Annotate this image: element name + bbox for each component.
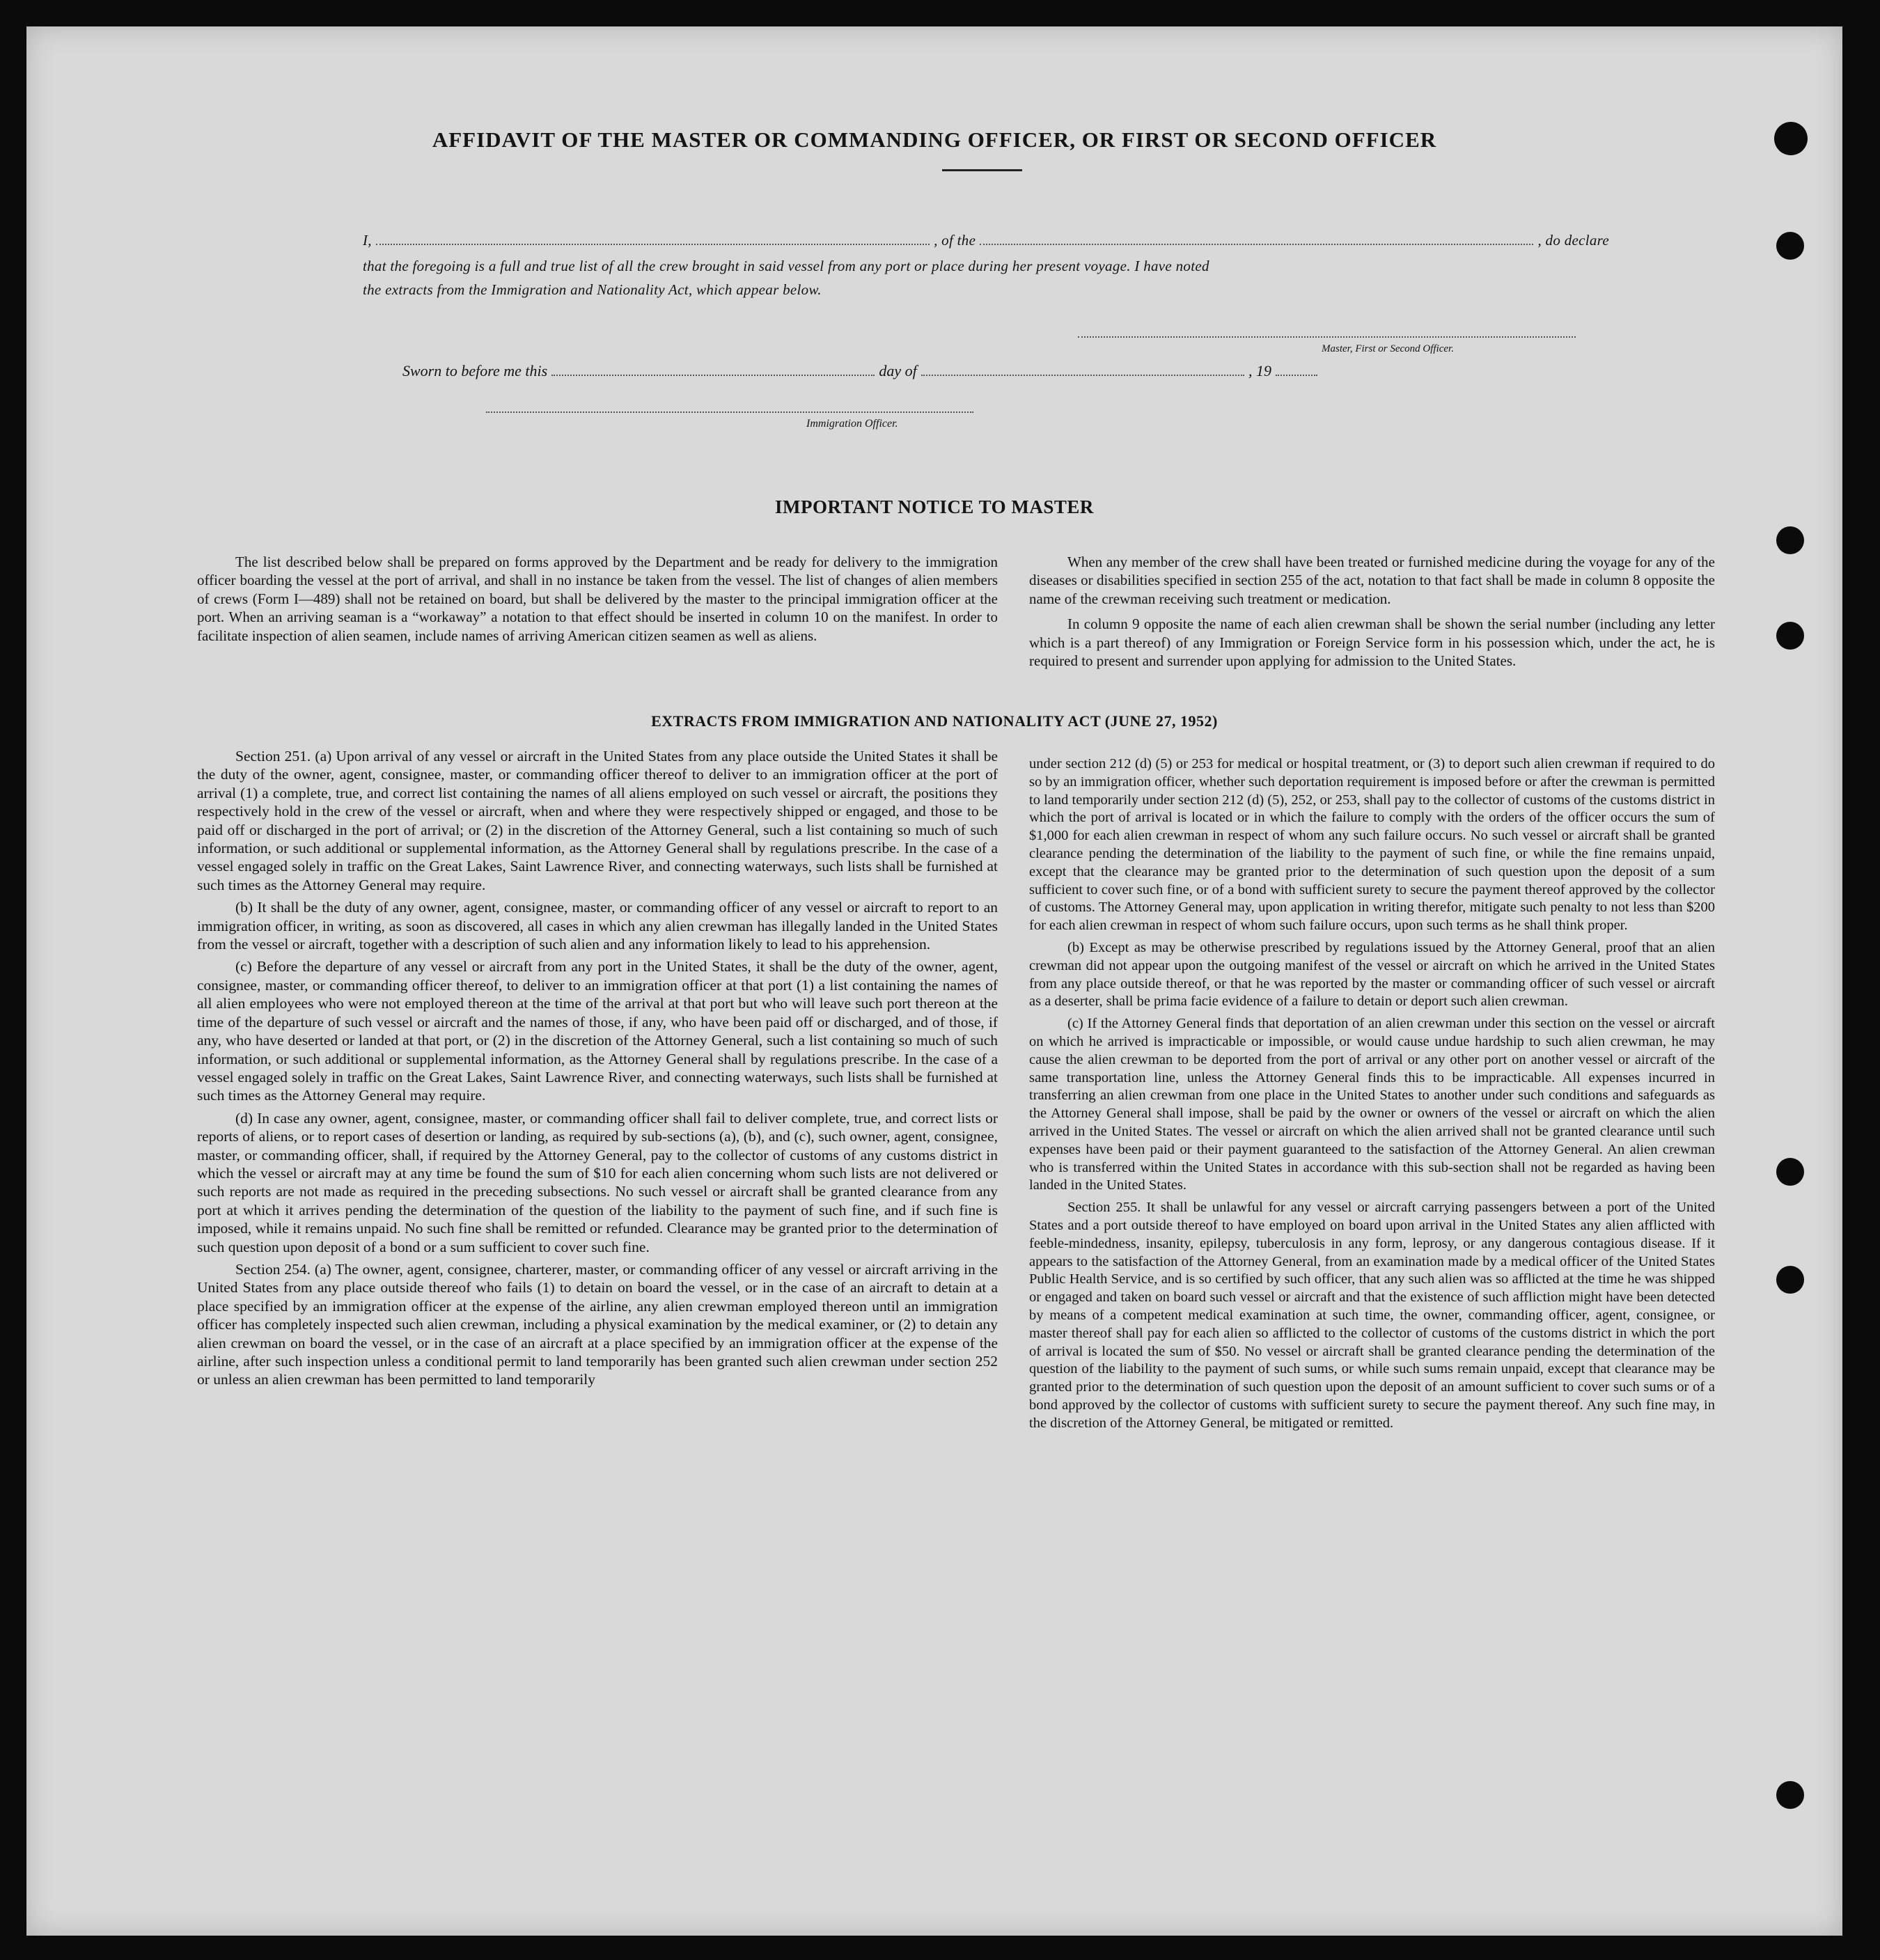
immigration-officer-label: Immigration Officer. (806, 418, 898, 430)
section-251-b: (b) It shall be the duty of any owner, agent, consignee, master, or commanding officer of any vessel or aircraft to report to an immigration officer, in writing, as soon as discovered, all cases in which any alien crewman has illegally landed in the United States from the vessel or aircraft, together with a description of such alien and any information likely to lead to his apprehension. (197, 899, 998, 953)
section-255: Section 255. It shall be unlawful for any vessel or aircraft carrying passengers between a port of the United States and a port outside thereof to have employed on board upon arrival in the United States any alien afflicted with feeble-mindedness, insanity, epilepsy, tuberculosis in any form, leprosy, or any dangerous contagious disease. If it appears to the satisfaction of the Attorney General, from an examination made by a medical officer of the United States Public Health Service, and is so certified by such officer, that any such alien was so afflicted at the time he was shipped or engaged and taken on board such vessel or aircraft and that the existence of such affliction might have been detected by means of a competent medical examination at such time, the owner, commanding officer, agent, consignee, or master thereof shall pay for each alien so afflicted to the collector of customs of the customs district in which the port of arrival is located the sum of $50. No vessel or aircraft shall be granted clearance pending the determination of the question of the liability to the payment of such sums, or while such sums remain unpaid, except that clearance may be granted prior to the determination of such question upon the deposit of an amount sufficient to cover such sums or of a bond approved by the collector of customs with sufficient surety to secure the payment thereof. Any such fine may, in the discretion of the Attorney General, be mitigated or remitted. (1029, 1200, 1715, 1431)
master-signature-line[interactable] (1078, 336, 1576, 338)
extracts-right-column (1029, 755, 1715, 1436)
title-divider (942, 169, 1022, 171)
affidavit-title: AFFIDAVIT OF THE MASTER OR COMMANDING OFFICER, OR FIRST OR SECOND OFFICER (432, 127, 1437, 152)
immigration-officer-signature-line[interactable] (486, 411, 973, 413)
master-signature-label: Master, First or Second Officer. (1322, 343, 1454, 354)
section-254-b: (b) Except as may be otherwise prescribed by regulations issued by the Attorney General, proof that an alien crewman did not appear upon the outgoing manifest of the vessel or aircraft on which he arrived in the United States from any place outside thereof, or that he was reported by the master or commanding officer of such vessel or aircraft as a deserter, shall be prima facie evidence of a failure to detain or deport such alien crewman. (1029, 939, 1715, 1010)
punch-hole (1776, 622, 1804, 650)
section-254-a: Section 254. (a) The owner, agent, consignee, charterer, master, or commanding officer of any vessel or aircraft arriving in the United States from any place outside thereof who fails (1) to detain on board the vessel, or in the case of an aircraft to detain at a place specified by an immigration officer at the expense of the airline, any alien crewman employed thereon until an immigration officer has completely inspected such alien crewman, including a physical examination by the medical examiner, or (2) to detain any alien crewman on board the vessel, or in the case of an aircraft at a place specified by an immigration officer at the expense of the airline, after such inspection unless a conditional permit to land temporarily has been granted such alien crewman under section 252 or unless an alien crewman has been permitted to land temporarily (197, 1260, 998, 1388)
declaration-text-cont: the extracts from the Immigration and Nationality Act, which appear below. (363, 281, 822, 298)
notice-paragraph: When any member of the crew shall have been treated or furnished medicine during the voyage for any of the diseases or disabilities specified in section 255 of the act, notation to that fact shall be made in column 8 opposite the name of the crewman receiving such treatment or medication. (1029, 554, 1715, 607)
declaration-of-the: , of the (934, 232, 976, 249)
section-254-a-cont: under section 212 (d) (5) or 253 for medical or hospital treatment, or (3) to deport such alien crewman if required to do so by an immigration officer, whether such deportation requirement is imposed before or after the crewman is permitted to land temporarily under section 212 (d) (5), 252, or 253, shall pay to the collector of customs of the customs district in which the port of arrival is located or in which the failure to comply with the orders of the officer occurs the sum of $1,000 for each alien crewman in respect of whom any such failure occurs. No such vessel or aircraft shall be granted clearance pending the determination of the liability to the payment of such fine, or while the fine remains unpaid, except that the clearance may be granted prior to the determination of such question upon the deposit of a sum sufficient to cover such fine, or of a bond with sufficient surety to secure the payment thereof approved by the collector of customs. The Attorney General may, upon application in writing therefor, mitigate such penalty to not less than $200 for each alien crewman in respect of whom such failure occurs, upon such terms as he shall think proper. (1029, 756, 1715, 934)
declaration-i: I, (363, 232, 372, 249)
extracts-title: EXTRACTS FROM IMMIGRATION AND NATIONALITY ACT (JUNE 27, 1952) (651, 712, 1218, 730)
section-251-a: Section 251. (a) Upon arrival of any vessel or aircraft in the United States from any place outside the United States it shall be the duty of the owner, agent, consignee, master, or commanding officer thereof to deliver to an immigration officer at the port of arrival (1) a complete, true, and correct list containing the names of all aliens employed on such vessel or aircraft, the positions they respectively hold in the crew of the vessel or aircraft, when and where they were respectively shipped or engaged, and those to be paid off or discharged in the port of arrival; or (2) in the discretion of the Attorney General, such a list containing so much of such information, or such additional or supplemental information, as the Attorney General shall by regulations prescribe. In the case of a vessel engaged solely in traffic on the Great Lakes, Saint Lawrence River, and connecting waterways, such lists shall be furnished at such times as the Attorney General may require. (197, 748, 998, 893)
declaration-line (363, 228, 1609, 252)
sworn-day-blank[interactable] (551, 363, 875, 376)
day-of-text: day of (879, 362, 917, 379)
sworn-text: Sworn to before me this (402, 362, 548, 379)
sworn-year-blank[interactable] (1276, 363, 1317, 376)
notice-paragraph: In column 9 opposite the name of each alien crewman shall be shown the serial number (including any letter which is a part thereof) of any Immigration or Foreign Service form in his possession which, under the act, he is required to present and surrender upon applying for admission to the United States. (1029, 616, 1715, 670)
notice-right-column (1029, 553, 1715, 677)
punch-hole (1776, 232, 1804, 260)
document-page (26, 26, 1842, 1936)
extracts-left-column (197, 747, 998, 1393)
punch-hole (1776, 1781, 1804, 1809)
name-blank[interactable] (376, 231, 930, 245)
notice-left-column (197, 553, 998, 652)
punch-hole (1776, 526, 1804, 554)
section-251-d: (d) In case any owner, agent, consignee, master, or commanding officer shall fail to deliver complete, true, and correct lists or reports of aliens, or to report cases of desertion or landing, as required by sub-sections (a), (b), and (c), such owner, agent, consignee, master, or commanding officer, shall, if required by the Attorney General, pay to the collector of customs of any customs district in which the vessel or aircraft may at any time be found the sum of $10 for each alien concerning whom such lists are not delivered or such reports are not made as required in the preceding subsections. No such vessel or aircraft shall be granted clearance from any port at which it arrives pending the determination of the question of the liability to the payment of such fine, and if such fine is imposed, while it remains unpaid. No such fine shall be remitted or refunded. Clearance may be granted prior to the determination of such question upon deposit of a bond or a sum sufficient to cover such fine. (197, 1109, 998, 1255)
punch-hole (1776, 1266, 1804, 1294)
year-prefix: , 19 (1248, 362, 1272, 379)
punch-hole (1776, 1158, 1804, 1186)
notice-paragraph: The list described below shall be prepared on forms approved by the Department and be ready for delivery to the immigration officer boarding the vessel at the port of arrival, and shall in no instance be taken from the vessel. The list of changes of alien members of crews (Form I—489) shall not be retained on board, but shall be delivered by the master to the principal immigration officer at the port. When an arriving seaman is a “workaway” a notation to that effect should be inserted in column 10 on the manifest. In order to facilitate inspection of alien seamen, include names of arriving American citizen seamen as well as aliens. (197, 554, 998, 644)
declaration-text: that the foregoing is a full and true list of all the crew brought in said vessel from any port or place during her present voyage. I have noted (363, 258, 1209, 274)
declaration-do-declare: , do declare (1537, 232, 1609, 249)
section-254-c: (c) If the Attorney General finds that deportation of an alien crewman under this section on the vessel or aircraft on which he arrived is impracticable or impossible, or would cause undue hardship to such alien crewman, he may cause the alien crewman to be deported from the port of arrival or any other port on another vessel or aircraft of the same transportation line, unless the Attorney General finds this to be impracticable. All expenses incurred in transferring an alien crewman from one place in the United States to another under such conditions and safeguards as the Attorney General shall impose, shall be paid by the owner or owners of the vessel or aircraft on which the alien arrived in the United States. The vessel or aircraft on which the alien arrived shall not be granted clearance until such expenses have been paid or their payment guaranteed to the satisfaction of the Attorney General. An alien crewman who is transferred within the United States in accordance with this sub-section shall not be regarded as having been landed in the United States. (1029, 1016, 1715, 1193)
vessel-blank[interactable] (980, 231, 1533, 245)
sworn-line (402, 362, 1322, 380)
section-251-c: (c) Before the departure of any vessel or aircraft from any port in the United States, it shall be the duty of the owner, agent, consignee, master, or commanding officer thereof, to deliver to an immigration officer at that port (1) a list containing the names of all alien employees who were not employed thereon at the time of the arrival at that port but who will leave such port thereon at the time of the departure of such vessel or aircraft and the names of those, if any, who have been paid off or discharged, and of those, if any, who have deserted or landed at that port, or (2) in the discretion of the Attorney General, such a list containing so much of such information, or such additional or supplemental information, as the Attorney General shall by regulations prescribe. In the case of a vessel engaged solely in traffic on the Great Lakes, Saint Lawrence River, and connecting waterways, such lists shall be furnished at such times as the Attorney General may require. (197, 958, 998, 1104)
notice-title: IMPORTANT NOTICE TO MASTER (775, 496, 1094, 517)
sworn-month-blank[interactable] (921, 363, 1244, 376)
